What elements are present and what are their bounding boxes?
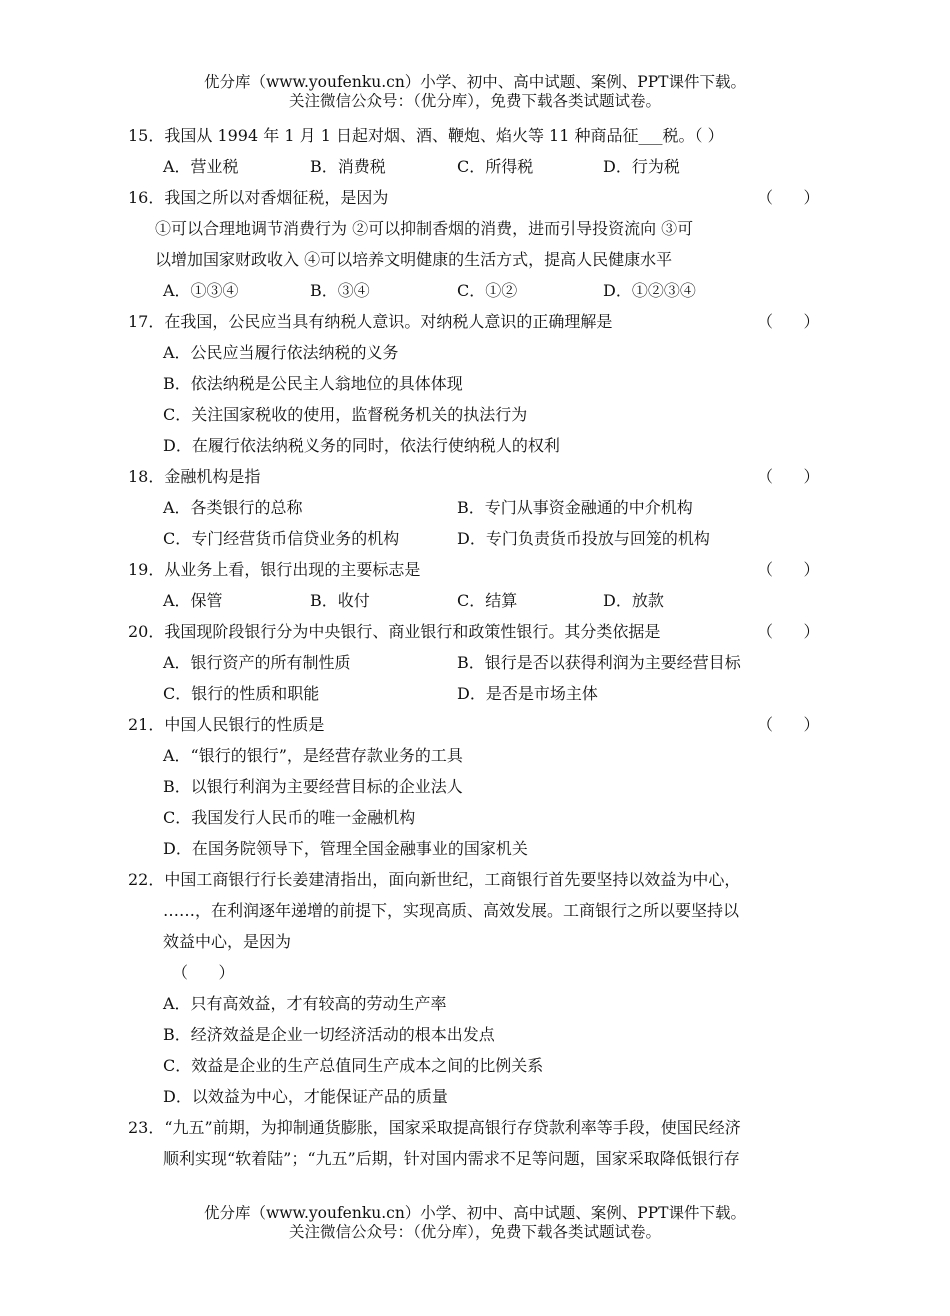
q17-option-a: A．公民应当履行依法纳税的义务 bbox=[163, 343, 399, 362]
q17-option-b: B．依法纳税是公民主人翁地位的具体体现 bbox=[163, 374, 463, 393]
q21-stem: 21．中国人民银行的性质是 bbox=[128, 715, 325, 734]
q18-option-c: C．专门经营货币信贷业务的机构 bbox=[163, 529, 400, 548]
q16-option-b: B．③④ bbox=[310, 281, 370, 300]
q22-line-2: ……，在利润逐年递增的前提下，实现高质、高效发展。工商银行之所以要坚持以 bbox=[163, 901, 740, 920]
q16-option-a: A．①③④ bbox=[163, 281, 239, 300]
q16-line-3: 以增加国家财政收入 ④可以培养文明健康的生活方式，提高人民健康水平 bbox=[155, 250, 673, 269]
page-footer bbox=[0, 1204, 950, 1242]
q16-option-c: C．①② bbox=[457, 281, 518, 300]
q22-option-c: C．效益是企业的生产总值同生产成本之间的比例关系 bbox=[163, 1056, 544, 1075]
q19-option-b: B．收付 bbox=[310, 591, 370, 610]
q15-option-a: A．营业税 bbox=[163, 157, 239, 176]
q16-line-2: ①可以合理地调节消费行为 ②可以抑制香烟的消费，进而引导投资流向 ③可 bbox=[155, 219, 694, 238]
q16-answer-paren: （ ） bbox=[757, 188, 820, 207]
q21-answer-paren: （ ） bbox=[757, 715, 820, 734]
header-line-2: 关注微信公众号：（优分库），免费下载各类试题试卷。 bbox=[288, 92, 661, 110]
q16-option-d: D．①②③④ bbox=[603, 281, 696, 300]
q22-answer-paren: （ ） bbox=[172, 963, 235, 982]
q17-stem: 17．在我国，公民应当具有纳税人意识。对纳税人意识的正确理解是 bbox=[128, 312, 613, 331]
q17-option-c: C．关注国家税收的使用，监督税务机关的执法行为 bbox=[163, 405, 528, 424]
q19-answer-paren: （ ） bbox=[757, 560, 820, 579]
q20-option-b: B．银行是否以获得利润为主要经营目标 bbox=[457, 653, 741, 672]
q18-answer-paren: （ ） bbox=[757, 467, 820, 486]
q17-option-d: D．在履行依法纳税义务的同时，依法行使纳税人的权利 bbox=[163, 436, 560, 455]
q15-option-d: D．行为税 bbox=[603, 157, 680, 176]
q22-option-a: A．只有高效益，才有较高的劳动生产率 bbox=[163, 994, 447, 1013]
q22-stem: 22．中国工商银行行长姜建清指出，面向新世纪，工商银行首先要坚持以效益为中心， bbox=[128, 870, 741, 889]
footer-line-1: 优分库（www.youfenku.cn）小学、初中、高中试题、案例、PPT课件下载。 bbox=[203, 1204, 747, 1222]
q15-stem: 15．我国从 1994 年 1 月 1 日起对烟、酒、鞭炮、焰火等 11 种商品征___税。（ ） bbox=[128, 126, 724, 145]
q23-stem: 23．“九五”前期，为抑制通货膨胀，国家采取提高银行存贷款利率等手段，使国民经济 bbox=[128, 1118, 741, 1137]
q21-option-d: D．在国务院领导下，管理全国金融事业的国家机关 bbox=[163, 839, 528, 858]
q15-option-b: B．消费税 bbox=[310, 157, 386, 176]
header-line-1: 优分库（www.youfenku.cn）小学、初中、高中试题、案例、PPT课件下载。 bbox=[203, 73, 747, 91]
q18-option-a: A．各类银行的总称 bbox=[163, 498, 303, 517]
q20-option-d: D．是否是市场主体 bbox=[457, 684, 598, 703]
q16-stem: 16．我国之所以对香烟征税，是因为 bbox=[128, 188, 389, 207]
q19-option-c: C．结算 bbox=[457, 591, 518, 610]
footer-line-2: 关注微信公众号：（优分库），免费下载各类试题试卷。 bbox=[288, 1223, 661, 1241]
q23-line-2: 顺利实现“软着陆”；“九五”后期，针对国内需求不足等问题，国家采取降低银行存 bbox=[163, 1149, 740, 1168]
q19-stem: 19．从业务上看，银行出现的主要标志是 bbox=[128, 560, 421, 579]
q19-option-a: A．保管 bbox=[163, 591, 223, 610]
q22-option-b: B．经济效益是企业一切经济活动的根本出发点 bbox=[163, 1025, 495, 1044]
q18-option-b: B．专门从事资金融通的中介机构 bbox=[457, 498, 693, 517]
q18-option-d: D．专门负责货币投放与回笼的机构 bbox=[457, 529, 710, 548]
q20-option-c: C．银行的性质和职能 bbox=[163, 684, 320, 703]
q21-option-a: A．“银行的银行”，是经营存款业务的工具 bbox=[163, 746, 463, 765]
q21-option-b: B．以银行利润为主要经营目标的企业法人 bbox=[163, 777, 463, 796]
q21-option-c: C．我国发行人民币的唯一金融机构 bbox=[163, 808, 416, 827]
q20-option-a: A．银行资产的所有制性质 bbox=[163, 653, 351, 672]
page-header bbox=[0, 73, 950, 111]
q20-stem: 20．我国现阶段银行分为中央银行、商业银行和政策性银行。其分类依据是 bbox=[128, 622, 661, 641]
q19-option-d: D．放款 bbox=[603, 591, 664, 610]
q20-answer-paren: （ ） bbox=[757, 622, 820, 641]
q17-answer-paren: （ ） bbox=[757, 312, 820, 331]
q22-line-3: 效益中心，是因为 bbox=[163, 932, 292, 951]
q22-option-d: D．以效益为中心，才能保证产品的质量 bbox=[163, 1087, 448, 1106]
q18-stem: 18．金融机构是指 bbox=[128, 467, 261, 486]
q15-option-c: C．所得税 bbox=[457, 157, 534, 176]
